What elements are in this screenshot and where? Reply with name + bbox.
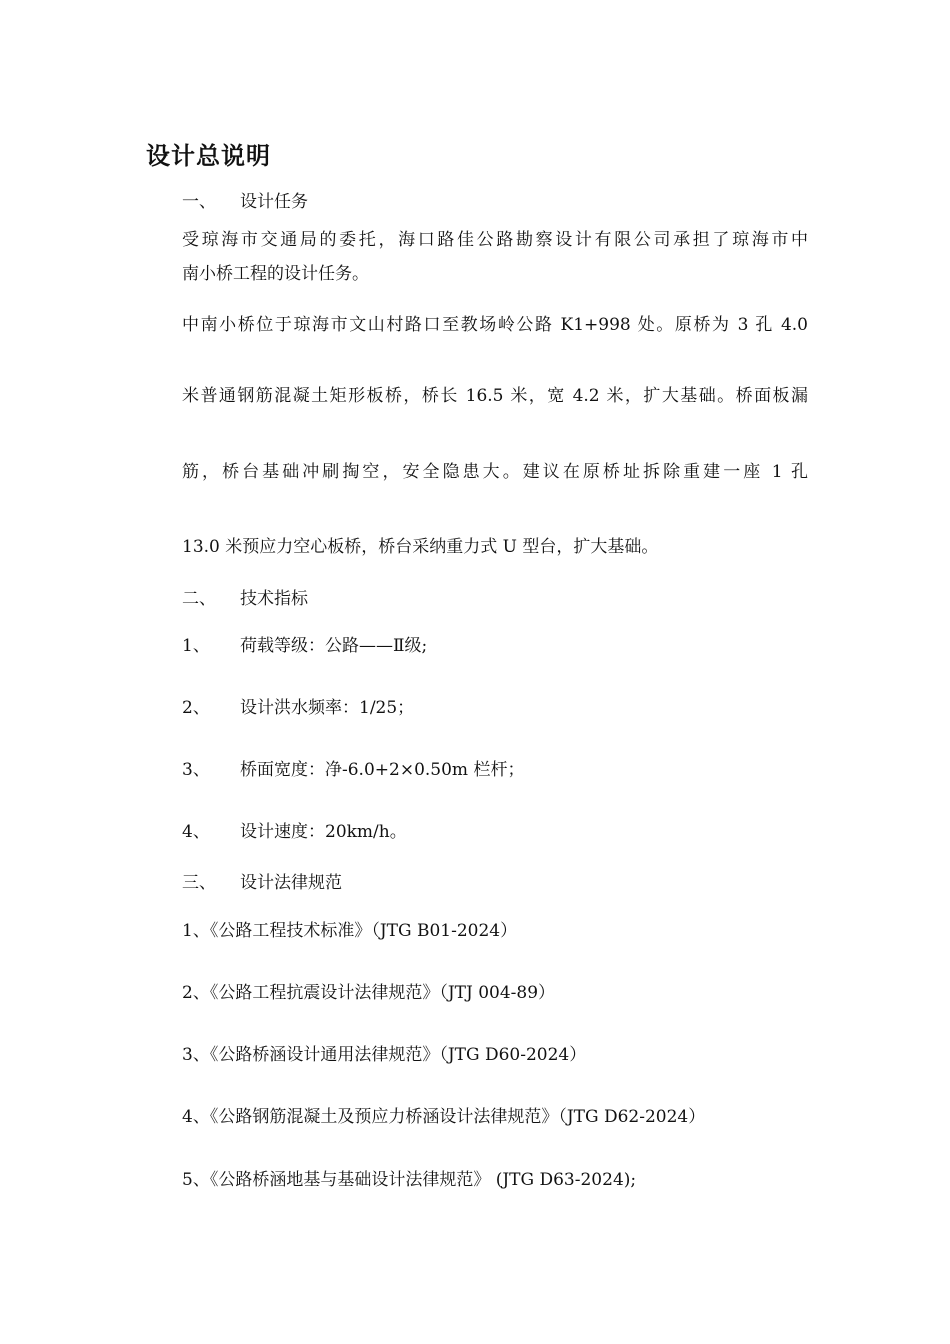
item-text: 荷载等级：公路——Ⅱ级; bbox=[240, 636, 428, 656]
item-number: 1、 bbox=[182, 636, 210, 656]
item-text: 设计速度：20km/h。 bbox=[240, 822, 407, 842]
item-number: 3、 bbox=[182, 760, 210, 780]
paragraph-line: 筋，桥台基础冲刷掏空，安全隐患大。建议在原桥址拆除重建一座 1 孔 bbox=[182, 462, 808, 482]
section-number: 二、 bbox=[182, 589, 216, 609]
paragraph-line: 13.0 米预应力空心板桥，桥台采纳重力式 U 型台，扩大基础。 bbox=[182, 537, 659, 557]
document-title: 设计总说明 bbox=[146, 142, 271, 170]
section-heading-text: 设计任务 bbox=[240, 192, 308, 212]
code-list-item: 3、《公路桥涵设计通用法律规范》（JTG D60-2024） bbox=[182, 1045, 587, 1065]
code-list-item: 5、《公路桥涵地基与基础设计法律规范》 (JTG D63-2024); bbox=[182, 1170, 637, 1190]
code-list-item: 2、《公路工程抗震设计法律规范》（JTJ 004-89） bbox=[182, 983, 556, 1003]
item-text: 设计洪水频率：1/25； bbox=[240, 698, 415, 718]
section-heading-text: 设计法律规范 bbox=[240, 873, 342, 893]
section-number: 一、 bbox=[182, 192, 216, 212]
section-heading-design-codes bbox=[182, 871, 342, 895]
item-number: 4、 bbox=[182, 822, 210, 842]
section-number: 三、 bbox=[182, 873, 216, 893]
paragraph-line: 米普通钢筋混凝土矩形板桥，桥长 16.5 米，宽 4.2 米，扩大基础。桥面板漏 bbox=[182, 386, 808, 406]
code-list-item: 1、《公路工程技术标准》（JTG B01-2024） bbox=[182, 921, 518, 941]
paragraph-line: 中南小桥位于琼海市文山村路口至教场岭公路 K1+998 处。原桥为 3 孔 4.0 bbox=[182, 315, 808, 335]
list-item bbox=[182, 696, 414, 720]
paragraph-line: 受琼海市交通局的委托，海口路佳公路勘察设计有限公司承担了琼海市中 bbox=[182, 230, 808, 250]
list-item bbox=[182, 758, 524, 782]
section-heading-tech-indicators bbox=[182, 587, 308, 611]
list-item bbox=[182, 634, 427, 658]
section-heading-text: 技术指标 bbox=[240, 589, 308, 609]
item-text: 桥面宽度：净-6.0+2×0.50m 栏杆； bbox=[240, 760, 525, 780]
item-number: 2、 bbox=[182, 698, 210, 718]
code-list-item: 4、《公路钢筋混凝土及预应力桥涵设计法律规范》（JTG D62-2024） bbox=[182, 1107, 706, 1127]
section-heading-design-task bbox=[182, 190, 308, 214]
list-item bbox=[182, 820, 407, 844]
paragraph-line: 南小桥工程的设计任务。 bbox=[182, 264, 369, 284]
